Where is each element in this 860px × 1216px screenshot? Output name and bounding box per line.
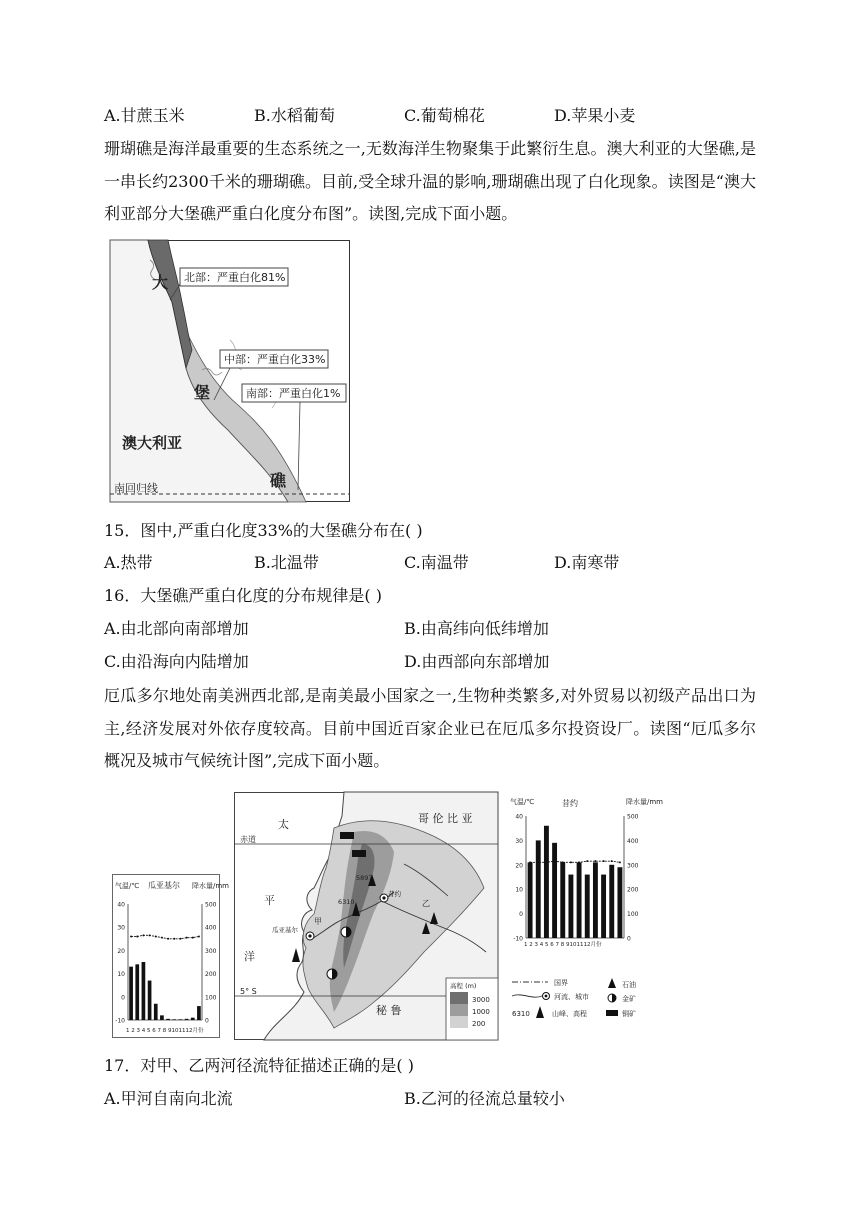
q16-stem: 16．大堡礁严重白化度的分布规律是( ) (104, 586, 382, 605)
char-bao: 堡 (194, 383, 211, 402)
guayaquil-precip-bar (142, 962, 146, 1020)
q16-option-d: D.由西部向东部增加 (404, 652, 550, 671)
quito-temperature-point (603, 860, 605, 862)
tropic-label: 南回归线 (114, 482, 158, 495)
elev-level-200: 200 (472, 1020, 486, 1028)
guayaquil-temp-tick: 40 (117, 901, 125, 909)
legend-oil: 石油 (622, 981, 636, 989)
climate-chart-quito (506, 792, 663, 964)
quito-temperature-point (554, 860, 556, 862)
q14-option-b: B.水稻葡萄 (254, 106, 335, 125)
label-river-yi: 乙 (422, 899, 430, 908)
ecuador-map (234, 792, 498, 1040)
guayaquil-precip-bar (154, 1004, 158, 1020)
label-5s: 5° S (240, 987, 257, 996)
quito-temperature-point (529, 861, 531, 863)
country-australia: 澳大利亚 (122, 434, 183, 452)
guayaquil-precip-bar (185, 1019, 189, 1020)
passage-great-barrier-reef: 珊瑚礁是海洋最重要的生态系统之一,无数海洋生物聚集于此繁衍生息。澳大利亚的大堡礁,是一串长约2300千米的珊瑚礁。目前,受全球升温的影响,珊瑚礁出现了白化现象。读图是“澳大利亚部分大堡礁严重白化度分布图”。读图,完成下面小题。 (104, 139, 756, 223)
q17-option-a: A.甲河自南向北流 (104, 1089, 233, 1108)
label-pacific-2: 平 (264, 894, 275, 907)
label-city-quito: 昔约 (388, 890, 401, 898)
label-north: 北部：严重白化81% (184, 271, 286, 284)
guayaquil-temperature-point (142, 934, 144, 936)
guayaquil-precip-bar (129, 967, 133, 1020)
char-jiao: 礁 (270, 471, 287, 490)
quito-months: 1 2 3 4 5 6 7 8 9101112月份 (524, 942, 602, 948)
quito-temp-unit: 气温/℃ (510, 798, 535, 806)
label-city-guayaquil: 瓜亚基尔 (272, 926, 298, 934)
guayaquil-temperature-point (192, 937, 194, 939)
quito-temp-tick: 30 (515, 837, 523, 845)
guayaquil-title: 瓜亚基尔 (148, 881, 180, 890)
q14-option-c: C.葡萄棉花 (404, 106, 485, 125)
guayaquil-temp-tick: 30 (117, 924, 125, 932)
guayaquil-precip-tick: 200 (205, 971, 217, 979)
legend-gold: 金矿 (622, 995, 636, 1003)
guayaquil-precip-bar (191, 1018, 195, 1020)
quito-temp-tick: 20 (515, 862, 523, 870)
label-pacific-3: 洋 (244, 950, 255, 963)
guayaquil-precip-tick: 500 (205, 901, 217, 909)
label-pacific-1: 太 (278, 818, 289, 831)
quito-precip-bar (577, 862, 582, 938)
quito-precip-bar (528, 862, 533, 938)
guayaquil-temperature-point (167, 938, 169, 940)
elev-level-3000: 3000 (472, 996, 490, 1004)
legend-river-city: 河流、城市 (554, 993, 589, 1001)
ecuador-map-legend (508, 972, 658, 1038)
quito-precip-bar (609, 865, 614, 938)
quito-precip-unit: 降水量/mm (626, 798, 663, 806)
quito-temperature-point (545, 861, 547, 863)
label-middle: 中部：严重白化33% (224, 353, 326, 366)
quito-precip-bar (593, 862, 598, 938)
quito-title: 昔约 (562, 799, 578, 808)
guayaquil-temperature-point (186, 937, 188, 939)
guayaquil-temperature-point (130, 935, 132, 937)
quito-precip-tick: 300 (627, 862, 639, 870)
quito-precip-bar (544, 826, 549, 938)
guayaquil-precip-bar (197, 1006, 201, 1020)
q16-option-b: B.由高纬向低纬增加 (404, 619, 549, 638)
q15-option-d: D.南寒带 (554, 553, 620, 572)
elev-title: 高程 (m) (450, 982, 477, 990)
quito-precip-bar (552, 843, 557, 938)
guayaquil-temperature-point (155, 935, 157, 937)
quito-temp-tick: 10 (515, 886, 523, 894)
guayaquil-precip-tick: 0 (205, 1017, 209, 1025)
guayaquil-temperature-point (136, 935, 138, 937)
q15-stem: 15．图中,严重白化度33%的大堡礁分布在( ) (104, 521, 423, 540)
char-da: 大 (152, 273, 169, 292)
quito-precip-bar (601, 875, 606, 938)
label-colombia: 哥 伦 比 亚 (418, 812, 473, 825)
guayaquil-temp-tick: 0 (121, 994, 125, 1002)
quito-precip-tick: 100 (627, 911, 639, 919)
quito-temp-tick: -10 (513, 935, 523, 943)
q17-option-b: B.乙河的径流总量较小 (404, 1089, 565, 1108)
quito-temperature-point (537, 861, 539, 863)
quito-temp-tick: 0 (519, 911, 523, 919)
guayaquil-precip-bar (148, 981, 152, 1020)
guayaquil-precip-bar (179, 1019, 183, 1020)
quito-precip-tick: 500 (627, 813, 639, 821)
guayaquil-temp-tick: -10 (115, 1017, 125, 1025)
quito-temperature-point (594, 860, 596, 862)
q17-stem: 17．对甲、乙两河径流特征描述正确的是( ) (104, 1056, 414, 1075)
guayaquil-precip-unit: 降水量/mm (192, 882, 229, 890)
q14-option-d: D.苹果小麦 (554, 106, 636, 125)
guayaquil-temp-unit: 气温/℃ (115, 882, 140, 890)
quito-precip-bar (568, 875, 573, 938)
quito-temperature-point (570, 861, 572, 863)
guayaquil-temp-tick: 10 (117, 971, 125, 979)
label-river-jia: 甲 (314, 917, 322, 926)
quito-temperature-point (611, 860, 613, 862)
guayaquil-temperature-point (173, 938, 175, 940)
guayaquil-precip-tick: 400 (205, 924, 217, 932)
legend-peak-value: 6310 (512, 1010, 530, 1018)
guayaquil-temperature-point (179, 938, 181, 940)
guayaquil-temp-tick: 20 (117, 947, 125, 955)
guayaquil-precip-bar (160, 1015, 164, 1020)
guayaquil-precip-tick: 300 (205, 947, 217, 955)
legend-copper: 铜矿 (622, 1010, 636, 1018)
quito-precip-bar (560, 862, 565, 938)
guayaquil-precip-tick: 100 (205, 994, 217, 1002)
label-equator: 赤道 (240, 835, 256, 844)
guayaquil-temperature-point (161, 937, 163, 939)
guayaquil-months: 1 2 3 4 5 6 7 8 9101112月份 (126, 1028, 204, 1034)
guayaquil-temperature-point (149, 934, 151, 936)
guayaquil-precip-bar (172, 1019, 176, 1020)
label-peak-5897: 5897 (356, 874, 373, 882)
quito-precip-tick: 0 (627, 935, 631, 943)
reef-bleaching-map (110, 240, 350, 502)
label-peru: 秘 鲁 (376, 1004, 402, 1017)
quito-precip-tick: 200 (627, 886, 639, 894)
quito-precip-bar (536, 840, 541, 938)
quito-temperature-point (586, 860, 588, 862)
q15-option-b: B.北温带 (254, 553, 319, 572)
quito-precip-bar (617, 867, 622, 938)
label-peak-6310: 6310 (338, 898, 355, 906)
elev-level-1000: 1000 (472, 1008, 490, 1016)
guayaquil-precip-bar (166, 1019, 170, 1020)
quito-precip-tick: 400 (627, 837, 639, 845)
q14-option-a: A.甘蔗玉米 (104, 106, 185, 125)
quito-temp-tick: 40 (515, 813, 523, 821)
label-south: 南部：严重白化1% (246, 387, 341, 400)
legend-peak: 山峰、高程 (552, 1010, 587, 1018)
q15-option-c: C.南温带 (404, 553, 469, 572)
legend-border: 国界 (554, 979, 568, 987)
quito-temperature-point (578, 861, 580, 863)
q16-option-c: C.由沿海向内陆增加 (104, 652, 249, 671)
guayaquil-temperature-point (198, 935, 200, 937)
passage-ecuador: 厄瓜多尔地处南美洲西北部,是南美最小国家之一,生物种类繁多,对外贸易以初级产品出口为主,经济发展对外依存度较高。目前中国近百家企业已在厄瓜多尔投资设厂。读图“厄瓜多尔概况及城市气候统计图”,完成下面小题。 (104, 686, 756, 770)
quito-temperature-point (619, 861, 621, 863)
q15-option-a: A.热带 (104, 553, 153, 572)
q16-option-a: A.由北部向南部增加 (104, 619, 249, 638)
guayaquil-precip-bar (135, 964, 139, 1020)
quito-temperature-point (562, 861, 564, 863)
climate-chart-guayaquil (112, 874, 229, 1038)
quito-precip-bar (585, 875, 590, 938)
